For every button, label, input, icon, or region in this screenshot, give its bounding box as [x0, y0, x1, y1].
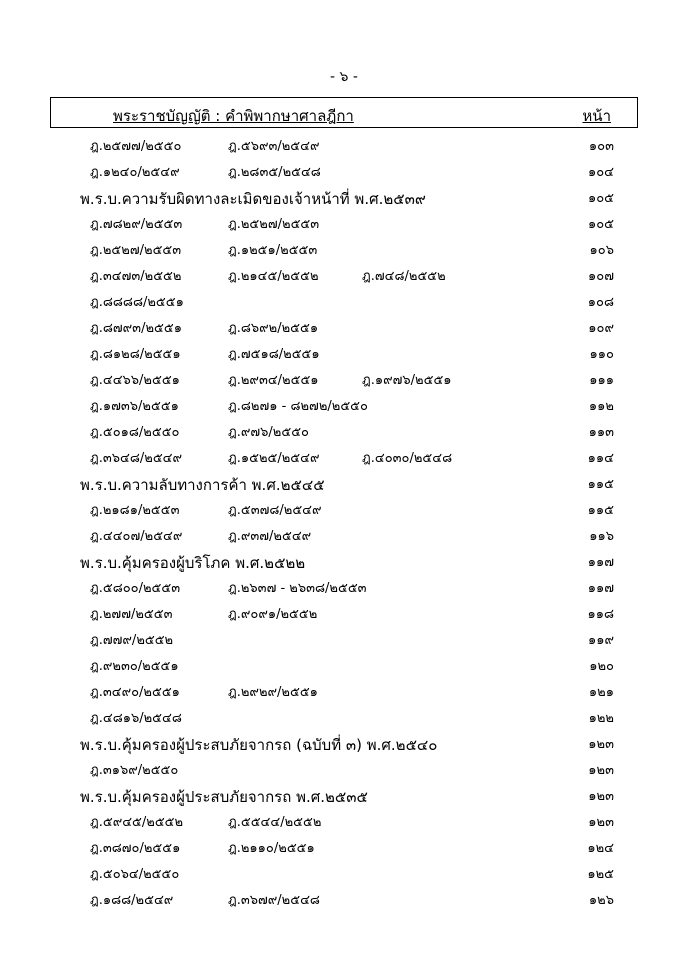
- page-ref: ๑๒๕: [587, 867, 614, 882]
- case-row: [0, 238, 688, 264]
- case-citation: ฎ.๘๘๘๘/๒๕๕๑: [90, 295, 184, 310]
- case-citation: ฎ.๒๙๓๔/๒๕๕๑: [228, 373, 319, 388]
- page-ref: ๑๐๔: [587, 165, 614, 180]
- page-ref: ๑๒๖: [588, 893, 614, 908]
- case-citation: ฎ.๑๘๘/๒๕๔๙: [90, 893, 174, 908]
- case-citation: ฎ.๕๘๐๐/๒๕๕๓: [90, 581, 181, 596]
- case-citation: ฎ.๘๑๒๘/๒๕๕๑: [90, 347, 181, 362]
- case-citation: ฎ.๓๖๗๙/๒๕๔๘: [228, 893, 320, 908]
- case-citation: ฎ.๓๑๖๙/๒๕๕๐: [90, 763, 179, 778]
- statute-heading-row: [0, 472, 688, 498]
- statute-title: พ.ร.บ.คุ้มครองผู้ประสบภัยจากรถ พ.ศ.๒๕๓๕: [80, 788, 368, 806]
- page-number: - ๖ -: [330, 69, 358, 85]
- page-ref: ๑๐๘: [587, 295, 614, 310]
- page-ref: ๑๑๕: [587, 503, 614, 518]
- statute-heading-row: [0, 550, 688, 576]
- case-citation: ฎ.๕๙๔๕/๒๕๕๒: [90, 815, 184, 830]
- case-citation: ฎ.๗๗๙/๒๕๕๒: [90, 633, 174, 648]
- page-ref: ๑๒๓: [588, 737, 614, 752]
- page-ref: ๑๒๓: [588, 815, 614, 830]
- case-citation: ฎ.๒๘๓๕/๒๕๔๘: [228, 165, 321, 180]
- case-citation: ฎ.๙๗๖/๒๕๕๐: [228, 425, 309, 440]
- case-citation: ฎ.๙๐๙๑/๒๕๕๒: [228, 607, 318, 622]
- case-row: [0, 446, 688, 472]
- case-row: [0, 394, 688, 420]
- case-citation: ฎ.๕๐๑๘/๒๕๕๐: [90, 425, 180, 440]
- case-row: [0, 758, 688, 784]
- page-ref: ๑๒๒: [588, 711, 614, 726]
- case-citation: ฎ.๒๗๗/๒๕๕๓: [90, 607, 173, 622]
- page-ref: ๑๒๓: [588, 789, 614, 804]
- case-row: [0, 654, 688, 680]
- case-citation: ฎ.๓๔๙๐/๒๕๕๑: [90, 685, 180, 700]
- page-ref: ๑๑๘: [587, 607, 614, 622]
- page-ref: ๑๑๖: [589, 529, 614, 544]
- case-citation: ฎ.๙๓๗/๒๕๔๙: [228, 529, 312, 544]
- case-citation: ฎ.๘๒๗๑ - ๘๒๗๒/๒๕๕๐: [228, 399, 368, 414]
- case-citation: ฎ.๘๗๙๓/๒๕๕๑: [90, 321, 182, 336]
- case-citation: ฎ.๑๗๓๖/๒๕๕๑: [90, 399, 179, 414]
- case-citation: ฎ.๗๘๒๙/๒๕๕๓: [90, 217, 183, 232]
- statute-title: พ.ร.บ.คุ้มครองผู้บริโภค พ.ศ.๒๕๒๒: [80, 554, 306, 572]
- case-citation: ฎ.๑๒๔๐/๒๕๔๙: [90, 165, 180, 180]
- case-citation: ฎ.๔๔๖๖/๒๕๕๑: [90, 373, 180, 388]
- case-citation: ฎ.๑๙๗๖/๒๕๕๑: [362, 373, 452, 388]
- page-ref: ๑๑๑: [589, 373, 614, 388]
- page-ref: ๑๒๑: [588, 685, 614, 700]
- page-ref: ๑๐๕: [587, 217, 614, 232]
- page-ref: ๑๐๗: [588, 269, 614, 284]
- case-row: [0, 602, 688, 628]
- case-citation: ฎ.๗๕๑๘/๒๕๕๑: [228, 347, 320, 362]
- page-ref: ๑๒๐: [589, 659, 614, 674]
- case-row: [0, 316, 688, 342]
- case-citation: ฎ.๙๒๓๐/๒๕๕๑: [90, 659, 179, 674]
- case-citation: ฎ.๕๖๙๓/๒๕๔๙: [228, 139, 320, 154]
- case-row: [0, 524, 688, 550]
- page-ref: ๑๑๙: [587, 633, 614, 648]
- page-ref: ๑๑๕: [587, 477, 614, 492]
- statute-heading-row: [0, 186, 688, 212]
- case-row: [0, 862, 688, 888]
- case-citation: ฎ.๕๓๗๘/๒๕๔๙: [228, 503, 322, 518]
- index-title: พระราชบัญญัติ : คำพิพากษาศาลฎีกา: [113, 107, 354, 125]
- case-citation: ฎ.๑๕๒๕/๒๕๔๙: [228, 451, 320, 466]
- case-citation: ฎ.๘๖๙๒/๒๕๕๑: [228, 321, 319, 336]
- case-citation: ฎ.๒๙๒๙/๒๕๕๑: [228, 685, 318, 700]
- case-row: [0, 264, 688, 290]
- case-row: [0, 888, 688, 914]
- page-ref: ๑๑๔: [587, 451, 614, 466]
- case-citation: ฎ.๒๑๘๑/๒๕๕๓: [90, 503, 180, 518]
- case-row: [0, 836, 688, 862]
- case-row: [0, 420, 688, 446]
- case-row: [0, 576, 688, 602]
- page-ref: ๑๒๔: [587, 841, 614, 856]
- page-ref: ๑๒๓: [588, 763, 614, 778]
- statute-title: พ.ร.บ.ความรับผิดทางละเมิดของเจ้าหน้าที่ พ.ศ.๒๕๓๙: [80, 190, 426, 208]
- case-row: [0, 342, 688, 368]
- case-citation: ฎ.๒๖๓๗ - ๒๖๓๘/๒๕๕๓: [228, 581, 367, 596]
- page-ref: ๑๑๐: [589, 347, 614, 362]
- page-ref: ๑๑๗: [587, 581, 614, 596]
- page-ref: ๑๐๓: [588, 139, 614, 154]
- case-row: [0, 706, 688, 732]
- page-ref: ๑๐๕: [587, 191, 614, 206]
- case-citation: ฎ.๓๘๗๐/๒๕๕๑: [90, 841, 181, 856]
- case-citation: ฎ.๑๒๕๑/๒๕๕๓: [228, 243, 318, 258]
- statute-title: พ.ร.บ.ความลับทางการค้า พ.ศ.๒๕๔๕: [80, 476, 325, 494]
- page-ref: ๑๑๓: [588, 425, 614, 440]
- case-row: [0, 134, 688, 160]
- page-column-label: หน้า: [582, 107, 611, 125]
- page-ref: ๑๐๖: [589, 243, 614, 258]
- index-header: [50, 97, 638, 128]
- case-citation: ฎ.๗๔๘/๒๕๕๒: [362, 269, 446, 284]
- index-list: [0, 134, 688, 914]
- case-citation: ฎ.๒๕๗๗/๒๕๕๐: [90, 139, 182, 154]
- case-row: [0, 498, 688, 524]
- case-row: [0, 680, 688, 706]
- case-row: [0, 810, 688, 836]
- case-citation: ฎ.๔๘๑๖/๒๕๔๘: [90, 711, 182, 726]
- page-ref: ๑๑๗: [587, 555, 614, 570]
- case-row: [0, 628, 688, 654]
- case-row: [0, 212, 688, 238]
- page-ref: ๑๑๒: [588, 399, 614, 414]
- case-citation: ฎ.๓๔๗๓/๒๕๕๒: [90, 269, 182, 284]
- case-citation: ฎ.๓๖๔๘/๒๕๔๙: [90, 451, 183, 466]
- case-citation: ฎ.๔๐๓๐/๒๕๔๘: [362, 451, 453, 466]
- case-citation: ฎ.๒๕๒๗/๒๕๕๓: [228, 217, 320, 232]
- case-row: [0, 160, 688, 186]
- case-citation: ฎ.๔๔๐๗/๒๕๔๙: [90, 529, 183, 544]
- statute-heading-row: [0, 784, 688, 810]
- case-citation: ฎ.๒๑๑๐/๒๕๕๑: [228, 841, 315, 856]
- case-row: [0, 290, 688, 316]
- case-citation: ฎ.๕๐๖๔/๒๕๕๐: [90, 867, 180, 882]
- case-citation: ฎ.๒๕๒๗/๒๕๕๓: [90, 243, 182, 258]
- case-row: [0, 368, 688, 394]
- statute-title: พ.ร.บ.คุ้มครองผู้ประสบภัยจากรถ (ฉบับที่ ๓) พ.ศ.๒๕๔๐: [80, 736, 438, 754]
- case-citation: ฎ.๒๑๔๕/๒๕๕๒: [228, 269, 319, 284]
- page-ref: ๑๐๙: [588, 321, 614, 336]
- statute-heading-row: [0, 732, 688, 758]
- case-citation: ฎ.๕๕๔๔/๒๕๕๒: [228, 815, 322, 830]
